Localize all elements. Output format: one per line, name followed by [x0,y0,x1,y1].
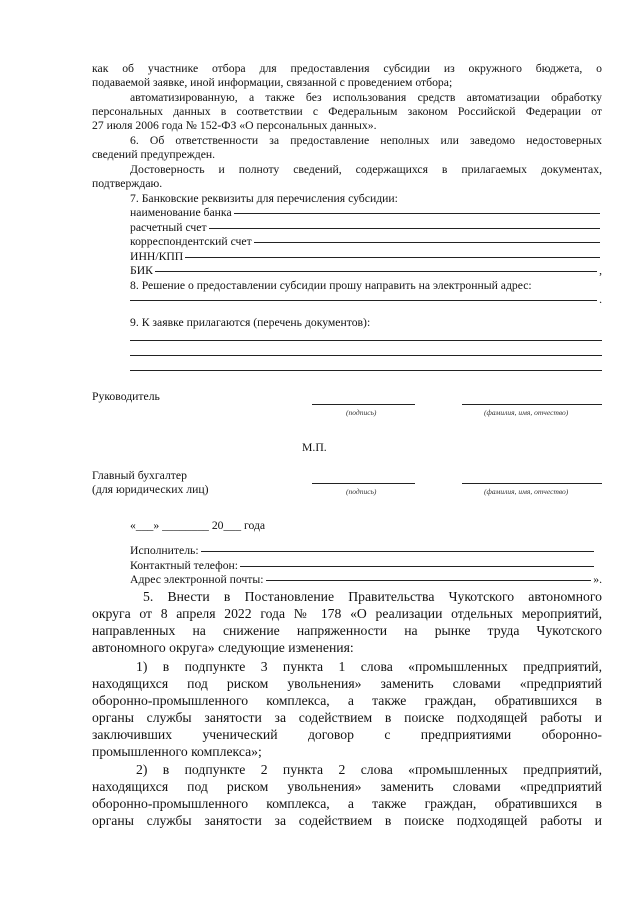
subitem-2-line-1: 2) в подпункте 2 пункта 2 слова «промышленных предприятий, [136,762,602,777]
email-address-field [130,293,602,307]
inn-field [130,250,602,264]
account-field [130,221,602,235]
email-end: ». [593,573,602,586]
executor-field [130,544,596,558]
head-label: Руководитель [92,390,160,403]
item-6-line-2: сведений предупрежден. [92,148,216,161]
amendment-line-4: автономного округа» следующие изменения: [92,640,354,655]
item-9-text: 9. К заявке прилагаются (перечень документов): [130,316,371,329]
phone-label: Контактный телефон: [130,559,239,572]
item-6-line-1: 6. Об ответственности за предоставление неполных или заведомо недостоверных [130,134,602,147]
intro-line-2: подаваемой заявке, иной информации, связанной с проведением отбора; [92,76,453,89]
head-signature-line [312,404,415,405]
bank-details-heading: 7. Банковские реквизиты для перечисления субсидии: [130,192,398,205]
amendment-line-1: 5. Внести в Постановление Правительства Чукотского автономного [143,589,602,604]
subitem-2-line-4: органы службы занятости за содействием в поиске подходящей работы и [92,813,602,828]
head-signature-caption: (подпись) [346,408,377,417]
email-field [130,573,602,587]
item-6-line-3: Достоверность и полноту сведений, содержащихся в прилагаемых документах, [130,163,602,176]
stamp-place: М.П. [302,441,327,454]
item-8-text: 8. Решение о предоставлении субсидии прошу направить на электронный адрес: [130,279,532,292]
documents-line-1 [130,340,602,341]
corr-account-label: корреспондентский счет [130,235,252,248]
intro-line-1: как об участнике отбора для предоставления субсидии из окружного бюджета, о [92,62,602,75]
intro-line-3: автоматизированную, а также без использования средств автоматизации обработку [130,91,602,104]
accountant-signature-line [312,483,415,484]
documents-line-3 [130,370,602,371]
executor-label: Исполнитель: [130,544,199,557]
intro-line-5: 27 июля 2006 года № 152-ФЗ «О персональных данных». [92,119,377,132]
email-label: Адрес электронной почты: [130,573,264,586]
subitem-1-line-3: оборонно-промышленного комплекса, а также граждан, обратившихся в [92,693,602,708]
item-6-line-4: подтверждаю. [92,177,163,190]
accountant-note: (для юридических лиц) [92,483,209,496]
bik-field [130,264,602,278]
amendment-line-3: направленных на снижение напряженности на рынке труда Чукотского [92,623,602,638]
bank-name-label: наименование банка [130,206,232,219]
accountant-name-line [462,483,602,484]
account-label: расчетный счет [130,221,207,234]
subitem-1-line-4: органы службы занятости за содействием в поиске подходящей работы и [92,710,602,725]
accountant-signature-caption: (подпись) [346,487,377,496]
head-name-caption: (фамилия, имя, отчество) [484,408,569,417]
subitem-1-line-1: 1) в подпункте 3 пункта 1 слова «промышленных предприятий, [136,659,602,674]
amendment-line-2: округа от 8 апреля 2022 года № 178 «О реализации отдельных мероприятий, [92,606,602,621]
phone-field [130,559,596,573]
subitem-2-line-2: находящихся под риском увольнения» заменить словами «предприятий [92,779,602,794]
corr-account-field [130,235,602,249]
date-line: «___» ________ 20___ года [130,519,266,532]
head-name-line [462,404,602,405]
bik-label: БИК [130,264,153,277]
subitem-1-line-5: заключивших ученический договор с предприятиями оборонно- [92,727,602,742]
intro-line-4: персональных данных в соответствии с Федеральным законом Российской Федерации от [92,105,602,118]
bank-name-field [130,206,602,220]
subitem-2-line-3: оборонно-промышленного комплекса, а также граждан, обратившихся в [92,796,602,811]
documents-line-2 [130,355,602,356]
inn-label: ИНН/КПП [130,250,184,263]
item-8-period: . [599,293,602,306]
accountant-label: Главный бухгалтер [92,469,187,482]
subitem-1-line-6: промышленного комплекса»; [92,744,262,759]
subitem-1-line-2: находящихся под риском увольнения» заменить словами «предприятий [92,676,602,691]
bik-comma: , [599,264,602,277]
accountant-name-caption: (фамилия, имя, отчество) [484,487,569,496]
